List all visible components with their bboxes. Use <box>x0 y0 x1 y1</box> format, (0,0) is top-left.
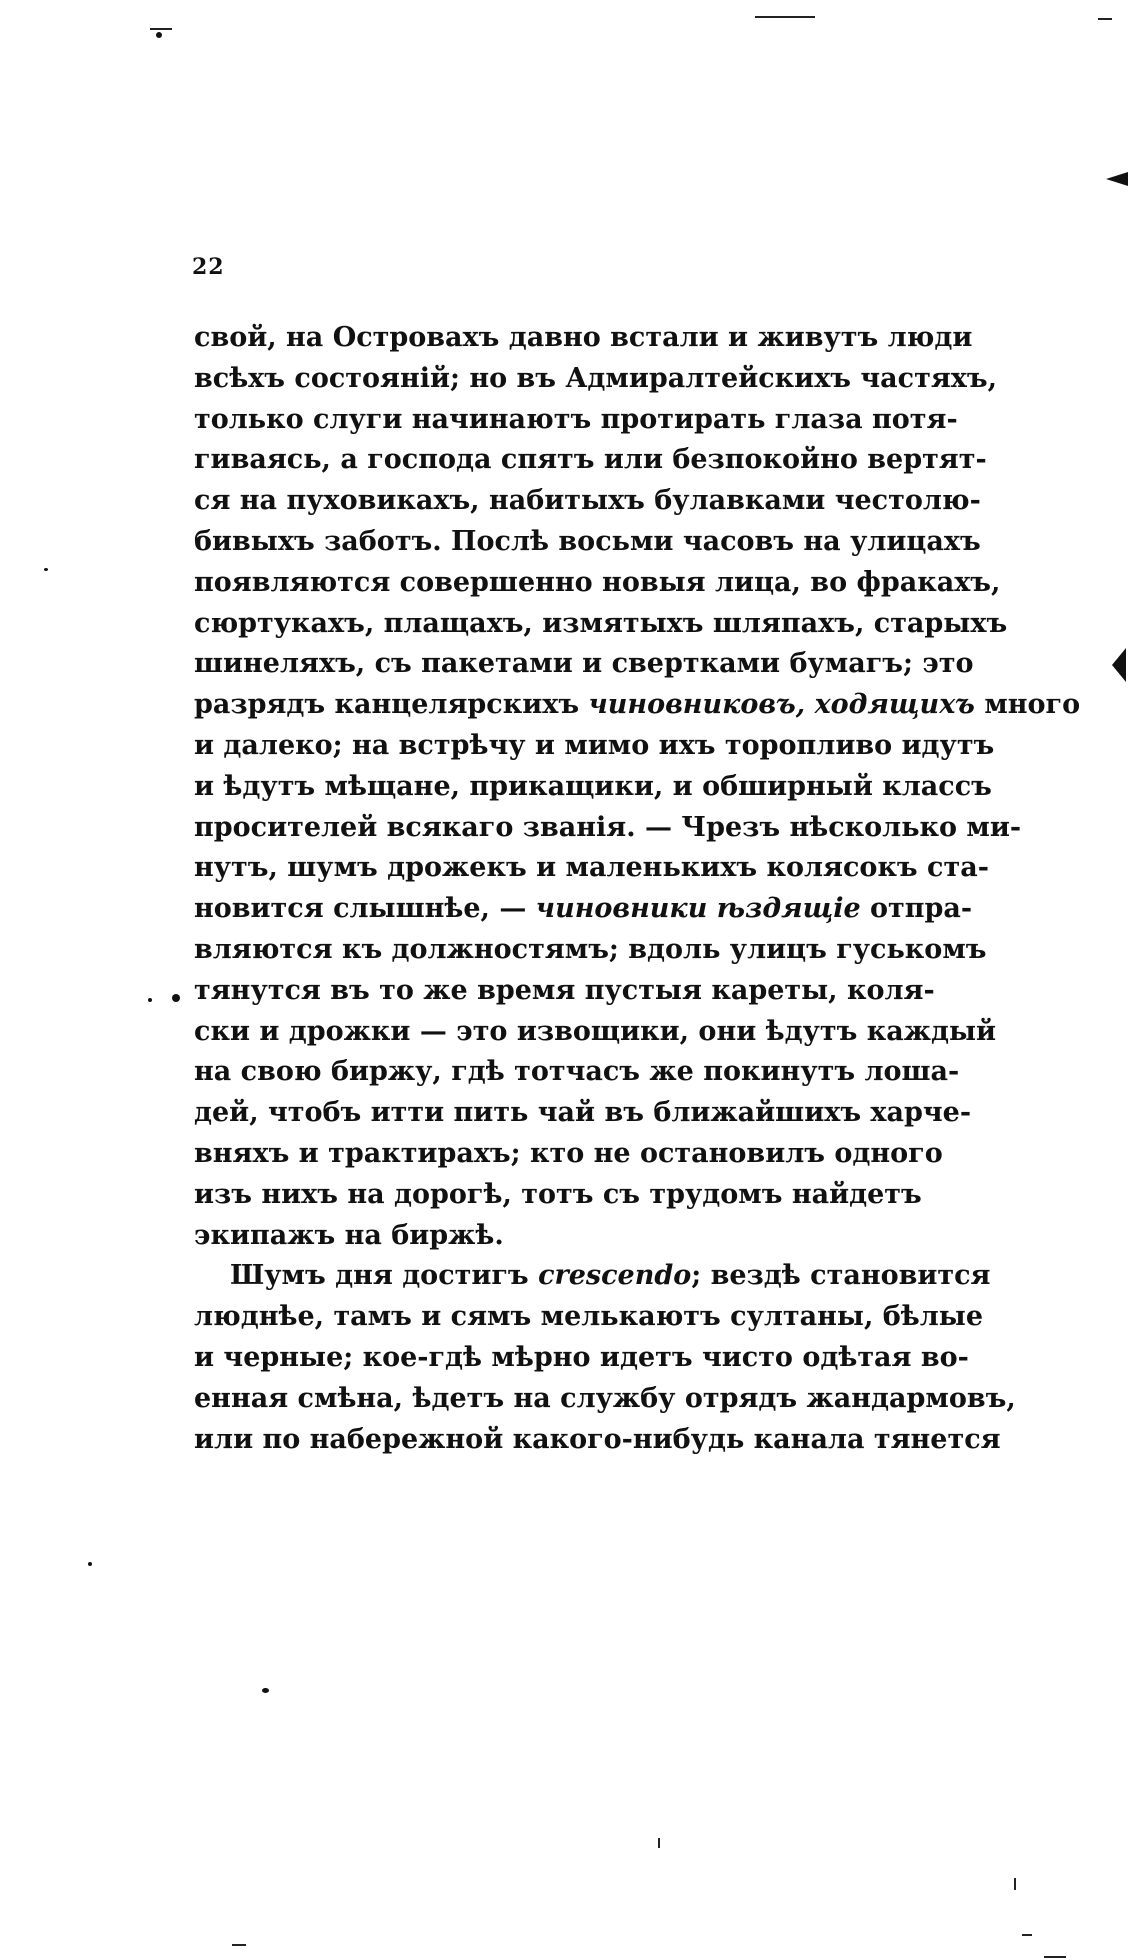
text-line: просителей всякаго званія. — Чрезъ нѣсколько ми- <box>194 811 1022 843</box>
edge-mark <box>1106 172 1128 186</box>
text-line: и далеко; на встрѣчу и мимо ихъ торопливо идутъ <box>194 729 995 761</box>
text-line: вняхъ и трактирахъ; кто не остановилъ одного <box>194 1137 943 1169</box>
text-line: сюртукахъ, плащахъ, измятыхъ шляпахъ, старыхъ <box>194 607 1008 639</box>
text-line: шинеляхъ, съ пакетами и свертками бумагъ; это <box>194 648 974 680</box>
text-line: на свою биржу, гдѣ тотчасъ же покинутъ лоша- <box>194 1056 960 1088</box>
text-line: гиваясь, а господа спятъ или безпокойно вертят- <box>194 444 987 476</box>
scan-speck <box>262 1688 269 1693</box>
scan-speck <box>156 32 162 38</box>
scan-speck <box>88 1562 92 1566</box>
text-line: изъ нихъ на дорогѣ, тотъ съ трудомъ найдетъ <box>194 1178 922 1210</box>
scan-speck <box>172 994 180 1002</box>
scan-mark <box>1014 1878 1016 1890</box>
scan-mark <box>1044 1956 1066 1958</box>
paragraph-1 <box>194 318 1081 1256</box>
text-line: только слуги начинаютъ протирать глаза потя- <box>194 403 958 435</box>
text-line: или по набережной какого-нибудь канала тянется <box>194 1423 1001 1455</box>
text-line: ся на пуховикахъ, набитыхъ булавками честолю- <box>194 485 981 517</box>
scan-mark <box>1022 1934 1032 1936</box>
scan-mark <box>755 16 815 18</box>
paragraph-2 <box>194 1256 1016 1460</box>
text-line: свой, на Островахъ давно встали и живутъ люди <box>194 322 973 353</box>
text-line: появляются совершенно новыя лица, во фракахъ, <box>194 566 1001 598</box>
text-line: и черные; кое-гдѣ мѣрно идетъ чисто одѣтая во- <box>194 1341 969 1373</box>
scan-mark <box>1098 18 1112 20</box>
edge-mark <box>1112 648 1126 682</box>
text-line: дей, чтобъ итти пить чай въ ближайшихъ харче- <box>194 1097 972 1129</box>
text-line: Шумъ дня достигъ crescendo; вездѣ становится <box>230 1260 991 1292</box>
body-text <box>194 318 1081 1460</box>
text-line: нутъ, шумъ дрожекъ и маленькихъ колясокъ ста- <box>194 852 989 884</box>
scan-mark <box>658 1838 660 1848</box>
text-line: тянутся въ то же время пустыя кареты, коля- <box>194 974 935 1006</box>
text-line: вляются къ должностямъ; вдоль улицъ гуськомъ <box>194 933 987 965</box>
text-line: люднѣе, тамъ и сямъ мелькаютъ султаны, бѣлые <box>194 1301 984 1333</box>
scan-speck <box>44 568 48 571</box>
text-line: экипажъ на биржѣ. <box>194 1219 504 1251</box>
text-line: енная смѣна, ѣдетъ на службу отрядъ жандармовъ, <box>194 1382 1016 1414</box>
text-line: разрядъ канцелярскихъ чиновниковъ, ходящихъ много <box>194 689 1081 721</box>
text-line: новится слышнѣе, — чиновники ѣздящіе отпра- <box>194 893 973 925</box>
text-line: и ѣдутъ мѣщане, прикащики, и обширный классъ <box>194 770 992 802</box>
scan-mark <box>150 28 172 30</box>
page-number: 22 <box>192 254 225 280</box>
scan-speck <box>148 998 152 1002</box>
text-line: бивыхъ заботъ. Послѣ восьми часовъ на улицахъ <box>194 525 981 557</box>
text-line: всѣхъ состояній; но въ Адмиралтейскихъ частяхъ, <box>194 362 997 394</box>
scan-mark <box>232 1944 246 1946</box>
text-line: ски и дрожки — это извощики, они ѣдутъ каждый <box>194 1015 997 1047</box>
